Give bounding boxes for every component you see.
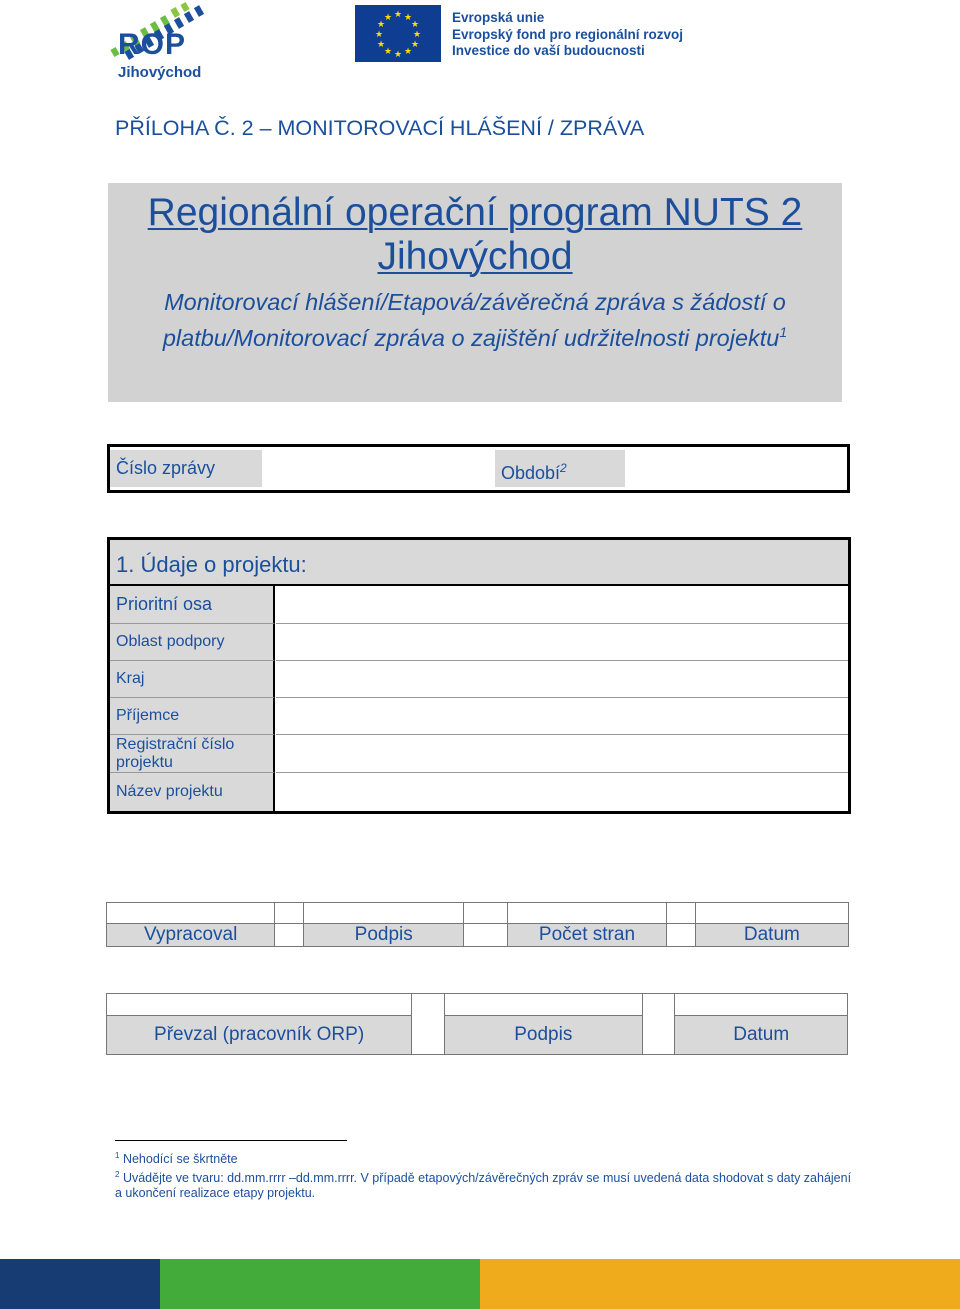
bar-segment-yellow — [480, 1259, 960, 1309]
period-footnote-ref: 2 — [560, 461, 567, 475]
bar-segment-blue — [0, 1259, 160, 1309]
row-label-registration-number: Registrační číslo projektu — [110, 735, 275, 773]
svg-text:★: ★ — [383, 47, 393, 57]
spacer-cell — [464, 903, 508, 924]
svg-text:★: ★ — [410, 40, 420, 50]
eu-flag — [355, 5, 441, 62]
page-count-field[interactable] — [507, 903, 666, 924]
svg-text:★: ★ — [403, 13, 413, 23]
footnote-2: $^2$ Uvádějte ve tvaru: dd.mm.rrrr –dd.mm.rrrr. V případě etapových/závěrečných zpráv se musí uvedená data shodovat s daty zahájení a ukončení realizace etapy projektu. — [115, 1170, 852, 1201]
svg-text:★: ★ — [374, 30, 384, 40]
received-by-label: Převzal (pracovník ORP) — [107, 1016, 412, 1055]
row-label-recipient: Příjemce — [110, 698, 275, 735]
signature-table-received — [106, 993, 848, 1055]
spacer-cell — [667, 903, 696, 924]
eu-stars-icon — [355, 5, 441, 62]
row-label-project-name: Název projektu — [110, 773, 275, 811]
signature-row-blank — [107, 903, 849, 924]
bar-segment-green — [160, 1259, 480, 1309]
received-row-blank — [107, 994, 848, 1016]
footnotes — [115, 1148, 855, 1201]
received-row-labels — [107, 1016, 848, 1055]
report-box — [107, 444, 850, 493]
date-field[interactable] — [695, 903, 848, 924]
rop-logo-subtext: Jihovýchod — [118, 64, 202, 81]
eu-line-2: Evropský fond pro regionální rozvoj — [452, 26, 684, 42]
svg-text:★: ★ — [412, 30, 422, 40]
report-number-input[interactable] — [262, 450, 495, 487]
signature-row-labels — [107, 924, 849, 947]
main-title-line-2: Jihovýchod — [377, 235, 573, 278]
row-label-support-area: Oblast podpory — [110, 624, 275, 661]
period-label: Období$^2$ — [495, 450, 625, 487]
project-info-box — [107, 537, 851, 814]
main-title — [108, 191, 842, 279]
region-field[interactable] — [276, 661, 848, 698]
svg-text:★: ★ — [376, 20, 386, 30]
main-title-line-1: Regionální operační program NUTS 2 — [147, 191, 803, 234]
svg-text:★: ★ — [410, 20, 420, 30]
spacer-cell — [412, 994, 445, 1055]
title-box — [108, 183, 842, 402]
svg-text:★: ★ — [383, 13, 393, 23]
received-by-field[interactable] — [107, 994, 412, 1016]
spacer-cell — [275, 924, 304, 947]
svg-text:★: ★ — [403, 47, 413, 57]
signature-field[interactable] — [304, 903, 464, 924]
eu-line-1: Evropská unie — [452, 10, 545, 25]
eu-line-3: Investice do vaší budoucnosti — [452, 43, 645, 58]
recipient-field[interactable] — [276, 698, 848, 735]
project-info-heading: 1. Údaje o projektu: — [110, 540, 848, 586]
subtitle-footnote-ref: 1 — [779, 324, 788, 340]
period-input[interactable] — [625, 450, 847, 487]
prepared-by-label: Vypracoval — [107, 924, 275, 947]
date-label: Datum — [695, 924, 848, 947]
bottom-color-bar — [0, 1259, 960, 1309]
signature-table-prepared — [106, 902, 849, 947]
spacer-cell — [642, 994, 675, 1055]
support-area-field[interactable] — [276, 624, 848, 661]
subtitle-text: Monitorovací hlášení/Etapová/závěrečná zpráva s žádostí o platbu/Monitorovací zpráva o zajištění udržitelnosti projektu — [162, 289, 786, 351]
received-signature-field[interactable] — [445, 994, 642, 1016]
spacer-cell — [667, 924, 696, 947]
svg-text:★: ★ — [393, 10, 403, 20]
received-date-field[interactable] — [675, 994, 848, 1016]
footnote-1: $^1$ Nehodící se škrtněte — [115, 1151, 238, 1167]
registration-number-field[interactable] — [276, 735, 848, 773]
received-date-label: Datum — [675, 1016, 848, 1055]
report-number-label: Číslo zprávy — [110, 450, 262, 487]
footnote-divider — [115, 1140, 347, 1141]
project-name-field[interactable] — [276, 773, 848, 811]
signature-label: Podpis — [304, 924, 464, 947]
spacer-cell — [464, 924, 508, 947]
prepared-by-field[interactable] — [107, 903, 275, 924]
received-signature-label: Podpis — [445, 1016, 642, 1055]
eu-text — [452, 10, 683, 60]
annex-title: PŘÍLOHA Č. 2 – MONITOROVACÍ HLÁŠENÍ / ZPRÁVA — [115, 116, 645, 140]
subtitle — [108, 287, 842, 353]
svg-text:★: ★ — [376, 40, 386, 50]
page-count-label: Počet stran — [507, 924, 666, 947]
row-label-priority-axis: Prioritní osa — [110, 586, 275, 624]
spacer-cell — [275, 903, 304, 924]
rop-logo-text: ROP — [118, 28, 187, 61]
svg-text:★: ★ — [393, 50, 403, 60]
priority-axis-field[interactable] — [276, 586, 848, 624]
row-label-region: Kraj — [110, 661, 275, 698]
